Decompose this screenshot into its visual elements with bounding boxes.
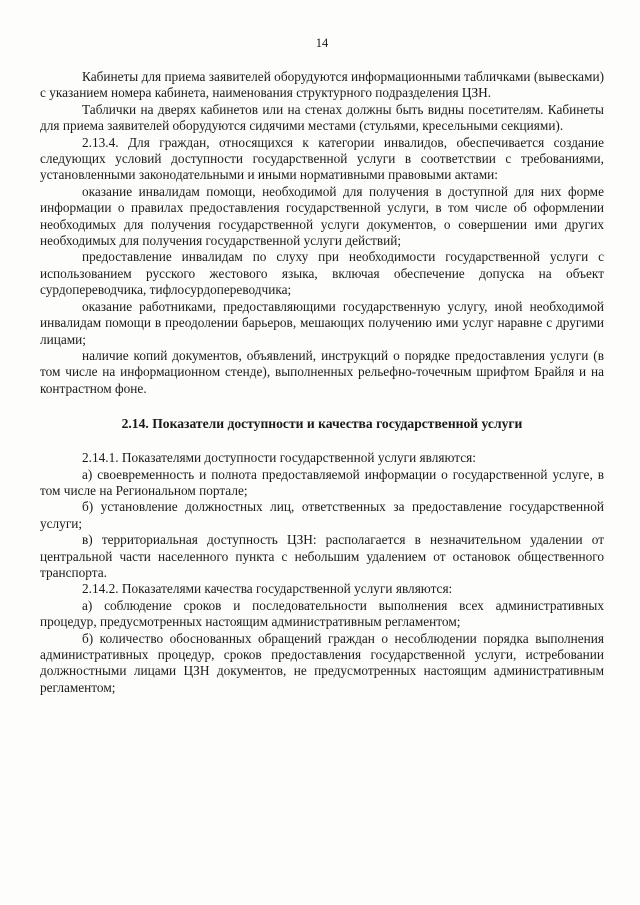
paragraph: в) территориальная доступность ЦЗН: располагается в незначительном удалении от центральной части населенного пункта с небольшим удалением от остановок общественного транспорта.: [40, 532, 604, 580]
paragraph: оказание инвалидам помощи, необходимой для получения в доступной для них форме информации о правилах предоставления государственной услуги, в том числе об оформлении необходимых для получения государственной услуги документов, о совершении ими других необходимых для получения государственной услуги действий;: [40, 183, 604, 249]
paragraph: Кабинеты для приема заявителей оборудуются информационными табличками (вывесками) с указанием номера кабинета, наименования структурного подразделения ЦЗН.: [40, 69, 604, 101]
paragraph: 2.14.2. Показателями качества государственной услуги являются:: [82, 581, 453, 597]
paragraph: б) количество обоснованных обращений граждан о несоблюдении порядка выполнения административных процедур, сроков предоставления государственной услуги, истребовании должностными лицами ЦЗН документов, не предусмотренных настоящим административным регламентом;: [40, 630, 604, 695]
paragraph: а) соблюдение сроков и последовательности выполнения всех административных процедур, предусмотренных настоящим административным регламентом;: [40, 597, 604, 630]
paragraph: а) своевременность и полнота предоставляемой информации о государственной услуге, в том числе на Региональном портале;: [40, 466, 604, 498]
paragraph: 2.13.4. Для граждан, относящихся к категории инвалидов, обеспечивается создание следующих условий доступности государственной услуги в соответствии с требованиями, установленными законодательными и иными нормативными правовыми актами:: [40, 134, 604, 183]
section-heading: 2.14. Показатели доступности и качества государственной услуги: [121, 416, 523, 432]
paragraph: наличие копий документов, объявлений, инструкций о порядке предоставления услуги (в том числе на информационном стенде), выполненных рельефно-точечным шрифтом Брайля и на контрастном фоне.: [40, 347, 604, 396]
paragraph: предоставление инвалидам по слуху при необходимости государственной услуги с использованием русского жестового языка, включая обеспечение допуска на объект сурдопереводчика, тифлосурдопереводчика;: [40, 249, 604, 298]
paragraph: Таблички на дверях кабинетов или на стенах должны быть видны посетителям. Кабинеты для приема заявителей оборудуются сидячими местами (стульями, кресельными секциями).: [40, 101, 604, 134]
paragraph: 2.14.1. Показателями доступности государственной услуги являются:: [82, 450, 476, 466]
paragraph: оказание работниками, предоставляющими государственную услугу, иной необходимой инвалидам помощи в преодолении барьеров, мешающих получению ими услуг наравне с другими лицами;: [40, 298, 604, 347]
paragraph: б) установление должностных лиц, ответственных за предоставление государственной услуги;: [40, 499, 604, 531]
page-number: 14: [315, 36, 329, 50]
